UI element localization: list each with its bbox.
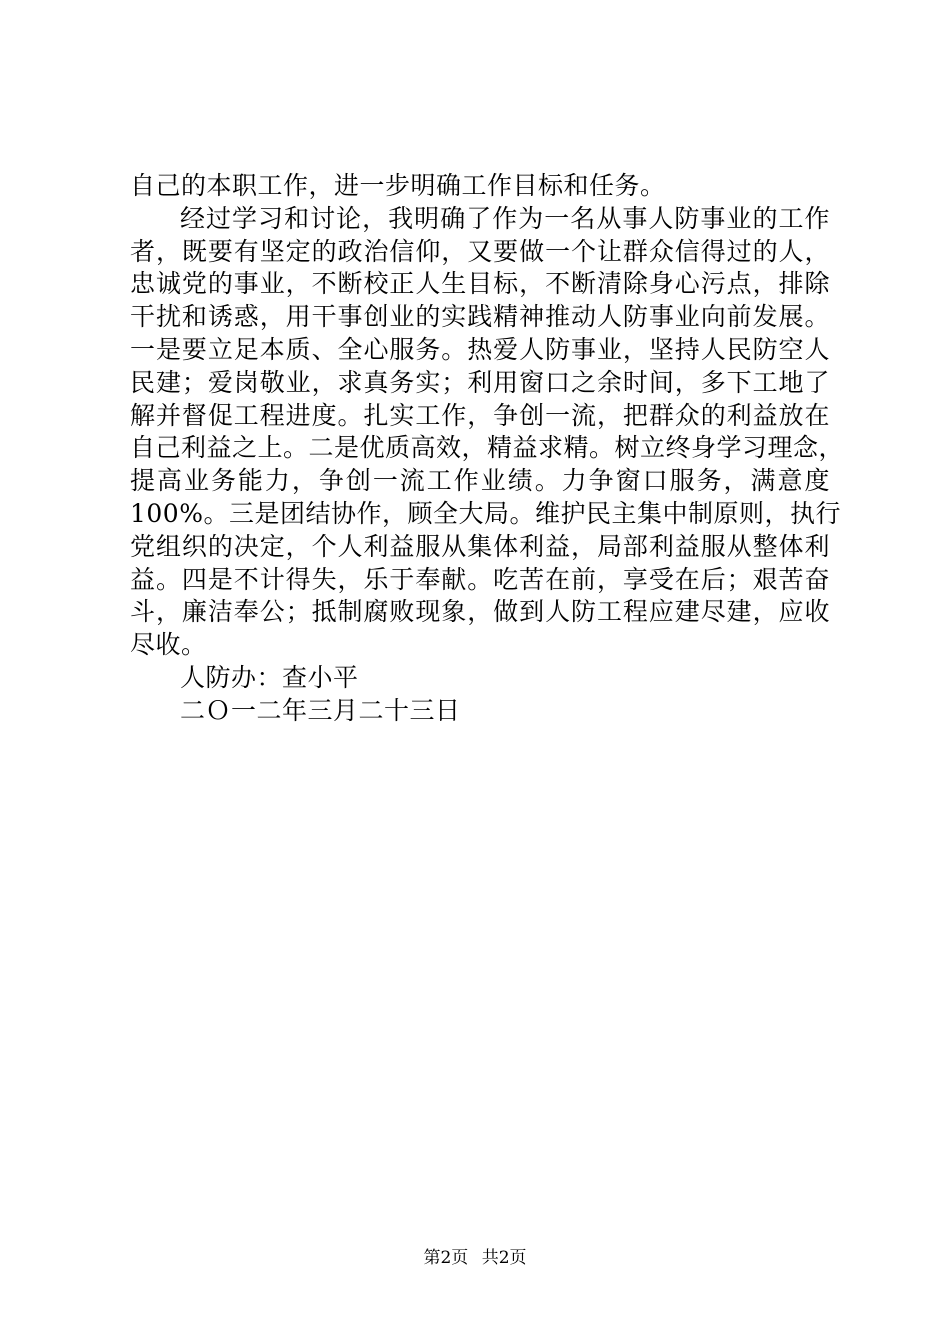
paragraph-line: 党组织的决定，个人利益服从集体利益，局部利益服从整体利 (130, 531, 830, 561)
paragraph-line: 者，既要有坚定的政治信仰，又要做一个让群众信得过的人， (130, 236, 830, 266)
paragraph-line: 解并督促工程进度。扎实工作，争创一流，把群众的利益放在 (130, 400, 830, 430)
paragraph-line: 斗，廉洁奉公；抵制腐败现象，做到人防工程应建尽建，应收 (130, 597, 830, 627)
paragraph-line: 100%。三是团结协作，顾全大局。维护民主集中制原则，执行 (130, 498, 841, 528)
paragraph-line: 干扰和诱惑，用干事创业的实践精神推动人防事业向前发展。 (130, 302, 830, 332)
paragraph-line: 尽收。 (130, 630, 207, 660)
paragraph-line: 自己利益之上。二是优质高效，精益求精。树立终身学习理念， (130, 433, 845, 463)
paragraph-line: 益。四是不计得失，乐于奉献。吃苦在前，享受在后；艰苦奋 (130, 564, 830, 594)
paragraph-line: 一是要立足本质、全心服务。热爱人防事业，坚持人民防空人 (130, 334, 830, 364)
signature-line: 人防办：查小平 (180, 662, 359, 692)
paragraph-line: 经过学习和讨论，我明确了作为一名从事人防事业的工作 (180, 203, 830, 233)
date-line: 二Ｏ一二年三月二十三日 (180, 695, 461, 725)
page-total: 共2页 (481, 1248, 527, 1268)
paragraph-line: 民建；爱岗敬业，求真务实；利用窗口之余时间，多下工地了 (130, 367, 830, 397)
page-number: 第2页 (423, 1248, 469, 1268)
page-footer (0, 1243, 950, 1268)
paragraph-line: 提高业务能力，争创一流工作业绩。力争窗口服务，满意度 (130, 466, 830, 496)
paragraph-line: 自己的本职工作，进一步明确工作目标和任务。 (130, 171, 666, 200)
document-body (130, 170, 845, 728)
paragraph-line: 忠诚党的事业，不断校正人生目标，不断清除身心污点，排除 (130, 269, 830, 299)
